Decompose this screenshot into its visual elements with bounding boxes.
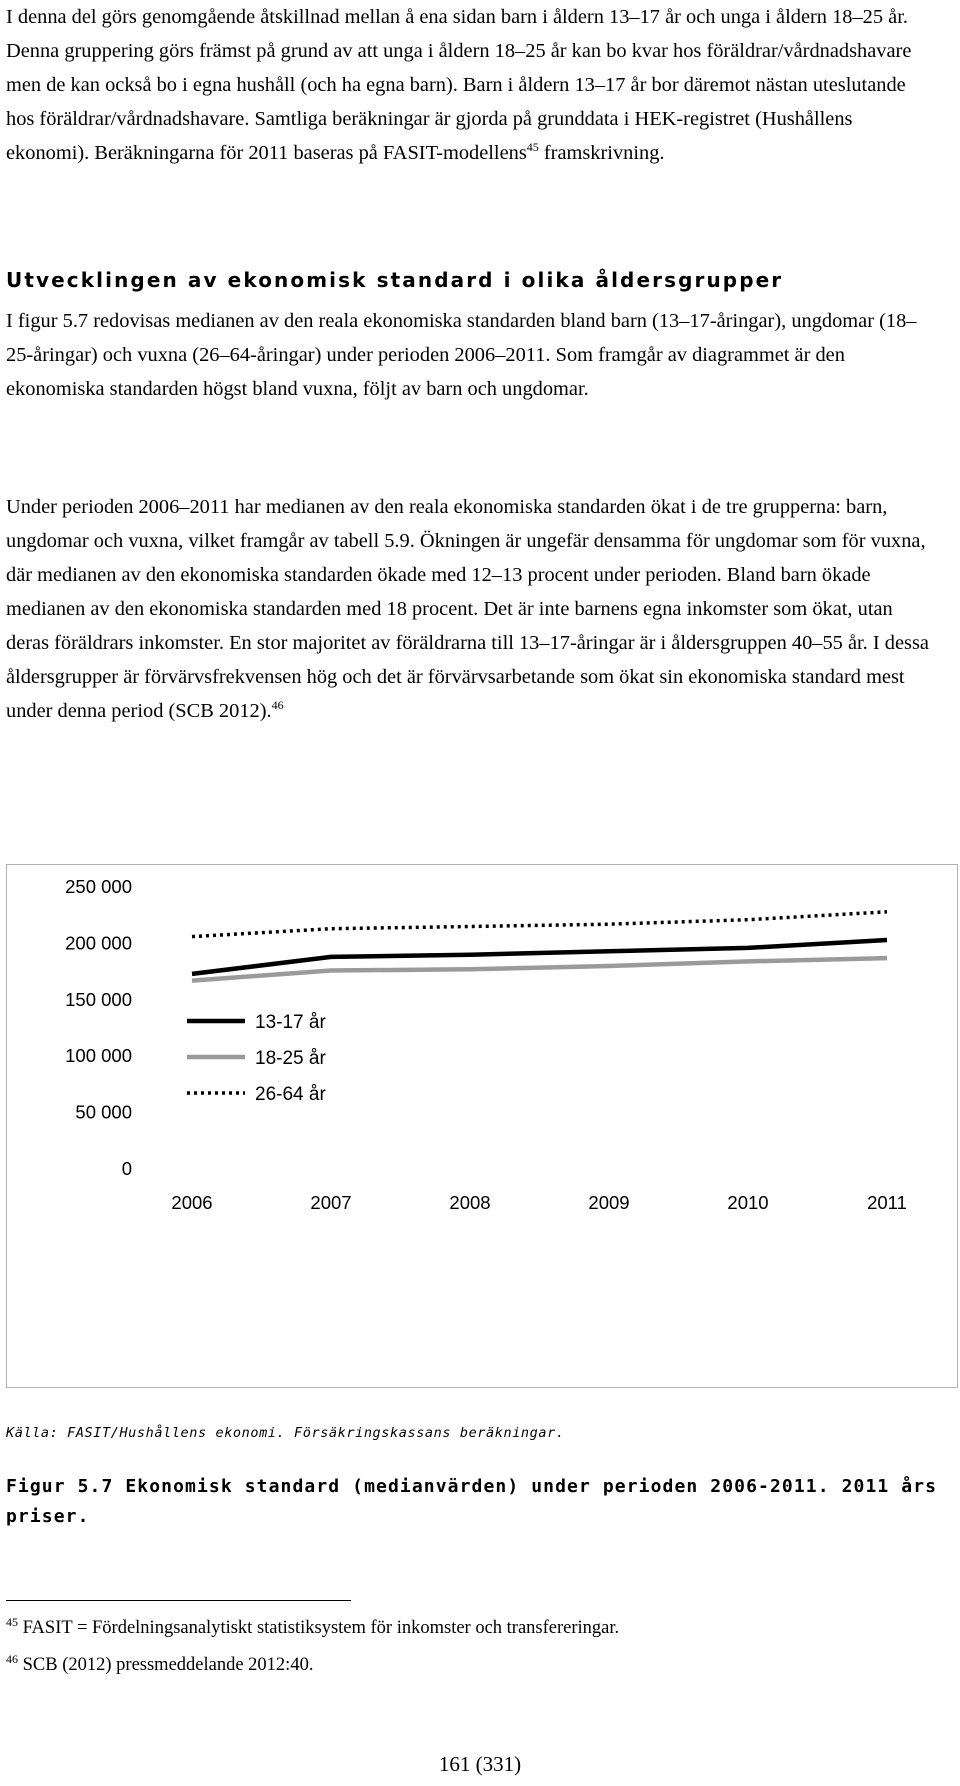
line-chart: [7, 865, 957, 1387]
para2-text: Under perioden 2006–2011 har medianen av den reala ekonomiska standarden ökat i de tre grupperna: barn, ungdomar och vuxna, vilket framgår av tabell 5.9. Ökningen är ungefär densamma för ungdomar som för vuxna, där medianen av den ekonomiska standarden ökade med 12–13 procent under perioden. Bland barn ökade medianen av den ekonomiska standarden med 18 procent. Det är inte barnens egna inkomster som ökat, utan deras föräldrars inkomster. En stor majoritet av föräldrarna till 13–17-åringar är i åldersgruppen 40–55 år. I dessa åldersgrupper är förvärvsfrekvensen hög och det är förvärvsarbetande som ökat sin ekonomiska standard mest under denna period (SCB 2012).: [6, 496, 929, 722]
y-tick-label: 250 000: [65, 876, 132, 897]
footnote-number: 45: [6, 1614, 18, 1629]
body-paragraph-1: I figur 5.7 redovisas medianen av den reala ekonomiska standarden bland barn (13–17-åringar), ungdomar (18–25-åringar) och vuxna (26–64-åringar) under perioden 2006–2011. Som framgår av diagrammet är den ekonomiska standarden högst bland vuxna, följt av barn och ungdomar.: [6, 310, 917, 400]
footnote-46: [6, 1651, 314, 1676]
footnote-divider: [6, 1600, 351, 1601]
x-tick-label: 2009: [588, 1192, 630, 1213]
y-tick-label: 100 000: [65, 1045, 132, 1067]
y-tick-label: 0: [121, 1158, 132, 1179]
chart-frame: [6, 864, 958, 1388]
x-tick-label: 2006: [171, 1192, 213, 1213]
x-tick-label: 2008: [449, 1192, 491, 1213]
body-paragraph-2: [6, 490, 936, 728]
intro-tail: framskrivning.: [538, 142, 665, 164]
legend-label: 13-17 år: [255, 1012, 326, 1033]
chart-source: Källa: FASIT/Hushållens ekonomi. Försäkringskassans beräkningar.: [6, 1425, 565, 1441]
page-number: 161 (331): [438, 1752, 522, 1776]
y-tick-label: 50 000: [75, 1101, 132, 1123]
intro-paragraph: [6, 0, 936, 170]
x-tick-label: 2010: [727, 1192, 769, 1213]
y-tick-label: 150 000: [65, 988, 132, 1010]
footnote-ref-46[interactable]: 46: [271, 698, 284, 713]
legend-label: 26-64 år: [255, 1084, 326, 1105]
x-tick-label: 2011: [867, 1192, 907, 1213]
legend-label: 18-25 år: [255, 1048, 326, 1069]
series-line-3: [192, 912, 887, 937]
footnote-45: [6, 1614, 620, 1639]
footnote-text: FASIT = Fördelningsanalytiskt statistiksystem för inkomster och transfereringar.: [22, 1618, 620, 1638]
y-tick-label: 200 000: [65, 932, 132, 954]
footnote-text: SCB (2012) pressmeddelande 2012:40.: [22, 1655, 314, 1675]
footnote-ref-45[interactable]: 45: [526, 140, 539, 155]
figure-caption: Figur 5.7 Ekonomisk standard (medianvärden) under perioden 2006-2011. 2011 års priser.: [6, 1476, 938, 1527]
x-tick-label: 2007: [310, 1192, 352, 1213]
intro-text: I denna del görs genomgående åtskillnad mellan å ena sidan barn i åldern 13–17 år och unga i åldern 18–25 år. Denna gruppering görs främst på grund av att unga i åldern 18–25 år kan bo kvar hos föräldrar/vårdnadshavare men de kan också bo i egna hushåll (och ha egna barn). Barn i åldern 13–17 år bor däremot nästan uteslutande hos föräldrar/vårdnadshavare. Samtliga beräkningar är gjorda på grunddata i HEK-registret (Hushållens ekonomi). Beräkningarna för 2011 baseras på FASIT-modellens: [6, 6, 912, 164]
section-heading: Utvecklingen av ekonomisk standard i olika åldersgrupper: [6, 268, 784, 292]
footnote-number: 46: [6, 1651, 18, 1666]
